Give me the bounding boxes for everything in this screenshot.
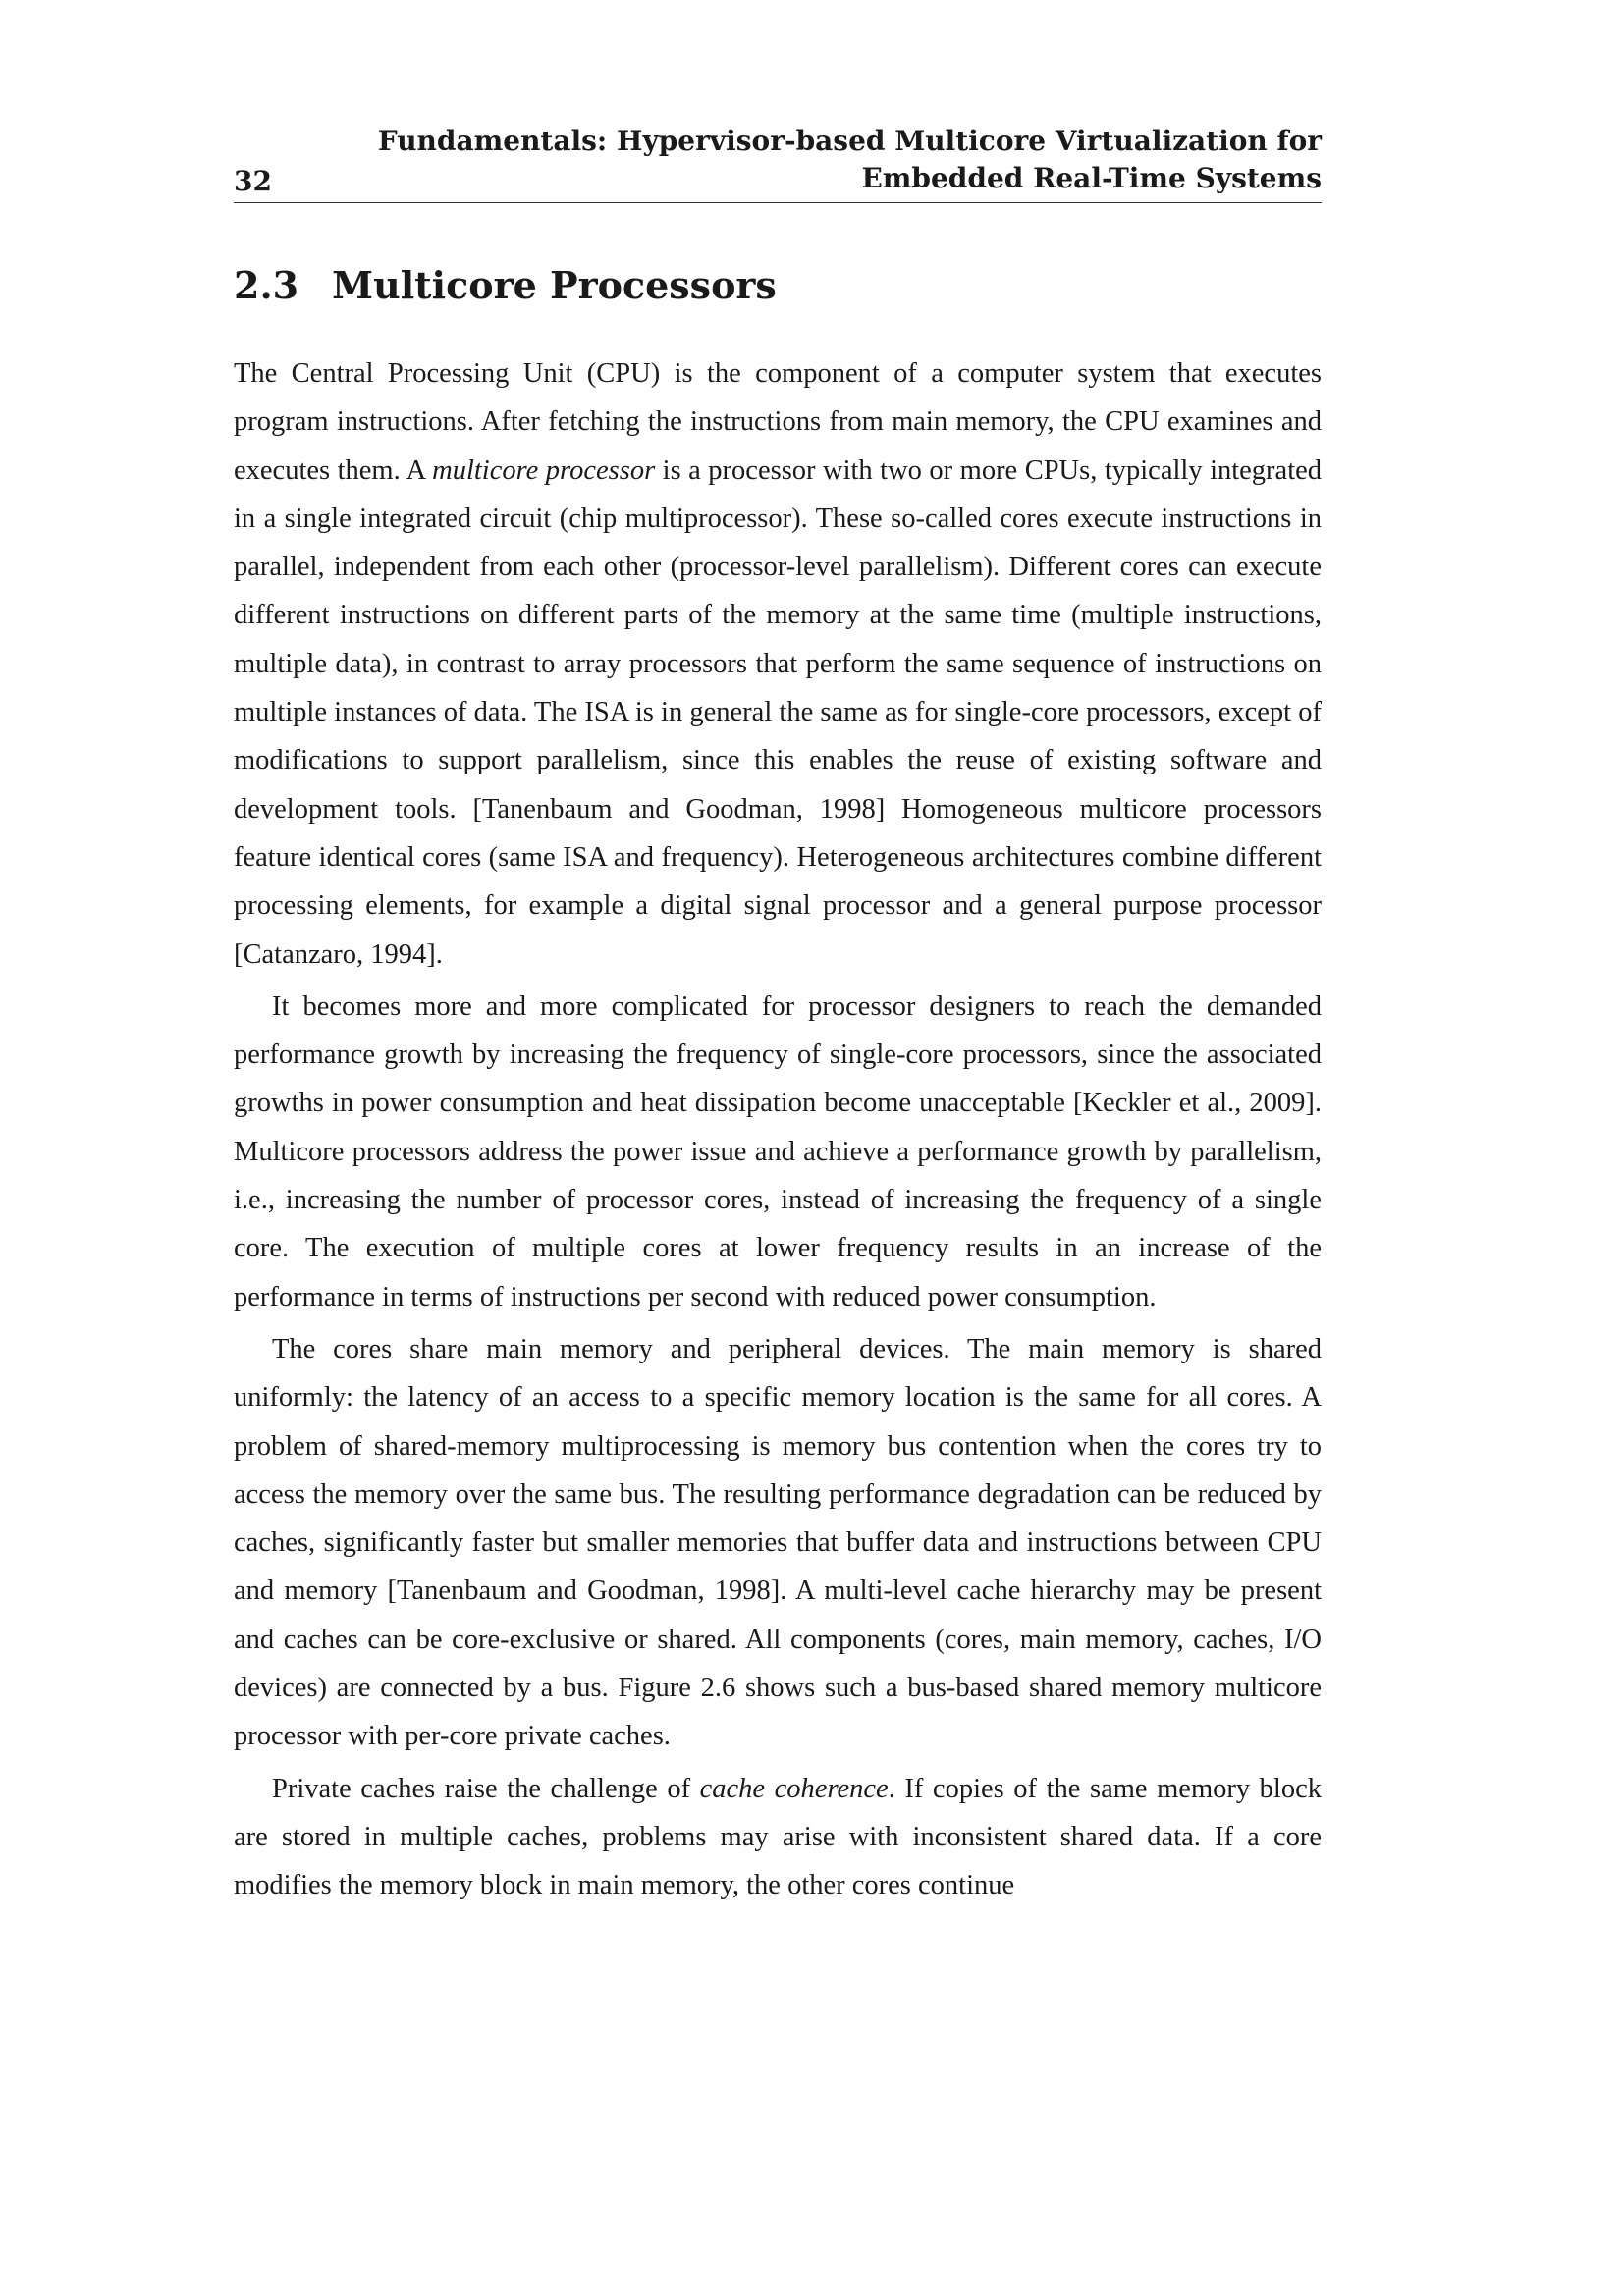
paragraph-3: The cores share main memory and peripheral devices. The main memory is shared uniformly: the latency of an access to a specific memory location is the same for all cores. A problem of shared-memory multiprocessing is memory bus contention when the cores try to access the memory over the same bus. The resulting performance degradation can be reduced by caches, significantly faster but smaller memories that buffer data and instructions between CPU and memory [Tanenbaum and Goodman, 1998]. A multi-level cache hierarchy may be present and caches can be core-exclusive or shared. All components (cores, main memory, caches, I/O devices) are connected by a bus. Figure 2.6 shows such a bus-based shared memory multicore processor with per-core private caches. (234, 1333, 1322, 1752)
paragraph-4-part-b: . If copies of the same memory block are stored in multiple caches, problems may arise with inconsistent shared data. If a core modifies the memory block in main memory, the other cores continue (234, 1773, 1322, 1901)
running-header (359, 123, 1322, 197)
running-title-line-2: Embedded Real-Time Systems (861, 162, 1322, 194)
section-title: Multicore Processors (332, 263, 777, 307)
term-cache-coherence: cache coherence (699, 1773, 889, 1804)
body-text (234, 349, 1322, 1910)
section-heading (234, 260, 777, 311)
paragraph-1 (234, 349, 1322, 979)
paragraph-4 (234, 1765, 1322, 1910)
header-rule (234, 202, 1322, 203)
section-number: 2.3 (234, 263, 299, 307)
page-number: 32 (234, 165, 272, 197)
term-multicore-processor: multicore processor (432, 454, 656, 486)
paragraph-1-part-a: The Central Processing Unit (CPU) is the component of a computer system that executes program instructions. After fetching the instructions from main memory, the CPU examines and executes them. A (234, 358, 1322, 486)
paragraph-4-part-a: Private caches raise the challenge of (272, 1773, 700, 1804)
running-title-line-1: Fundamentals: Hypervisor-based Multicore Virtualization for (377, 125, 1322, 157)
paragraph-2: It becomes more and more complicated for processor designers to reach the demanded performance growth by increasing the frequency of single-core processors, since the associated growths in power consumption and heat dissipation become unacceptable [Keckler et al., 2009]. Multicore processors address the power issue and achieve a performance growth by parallelism, i.e., increasing the number of processor cores, instead of increasing the frequency of a single core. The execution of multiple cores at lower frequency results in an increase of the performance in terms of instructions per second with reduced power consumption. (234, 990, 1322, 1312)
paragraph-1-part-b: is a processor with two or more CPUs, typically integrated in a single integrated circuit (chip multiprocessor). These so-called cores execute instructions in parallel, independent from each other (processor-level parallelism). Different cores can execute different instructions on different parts of the memory at the same time (multiple instructions, multiple data), in contrast to array processors that perform the same sequence of instructions on multiple instances of data. The ISA is in general the same as for single-core processors, except of modifications to support parallelism, since this enables the reuse of existing software and development tools. [Tanenbaum and Goodman, 1998] Homogeneous multicore processors feature identical cores (same ISA and frequency). Heterogeneous architectures combine different processing elements, for example a digital signal processor and a general purpose processor [Catanzaro, 1994]. (234, 454, 1323, 970)
